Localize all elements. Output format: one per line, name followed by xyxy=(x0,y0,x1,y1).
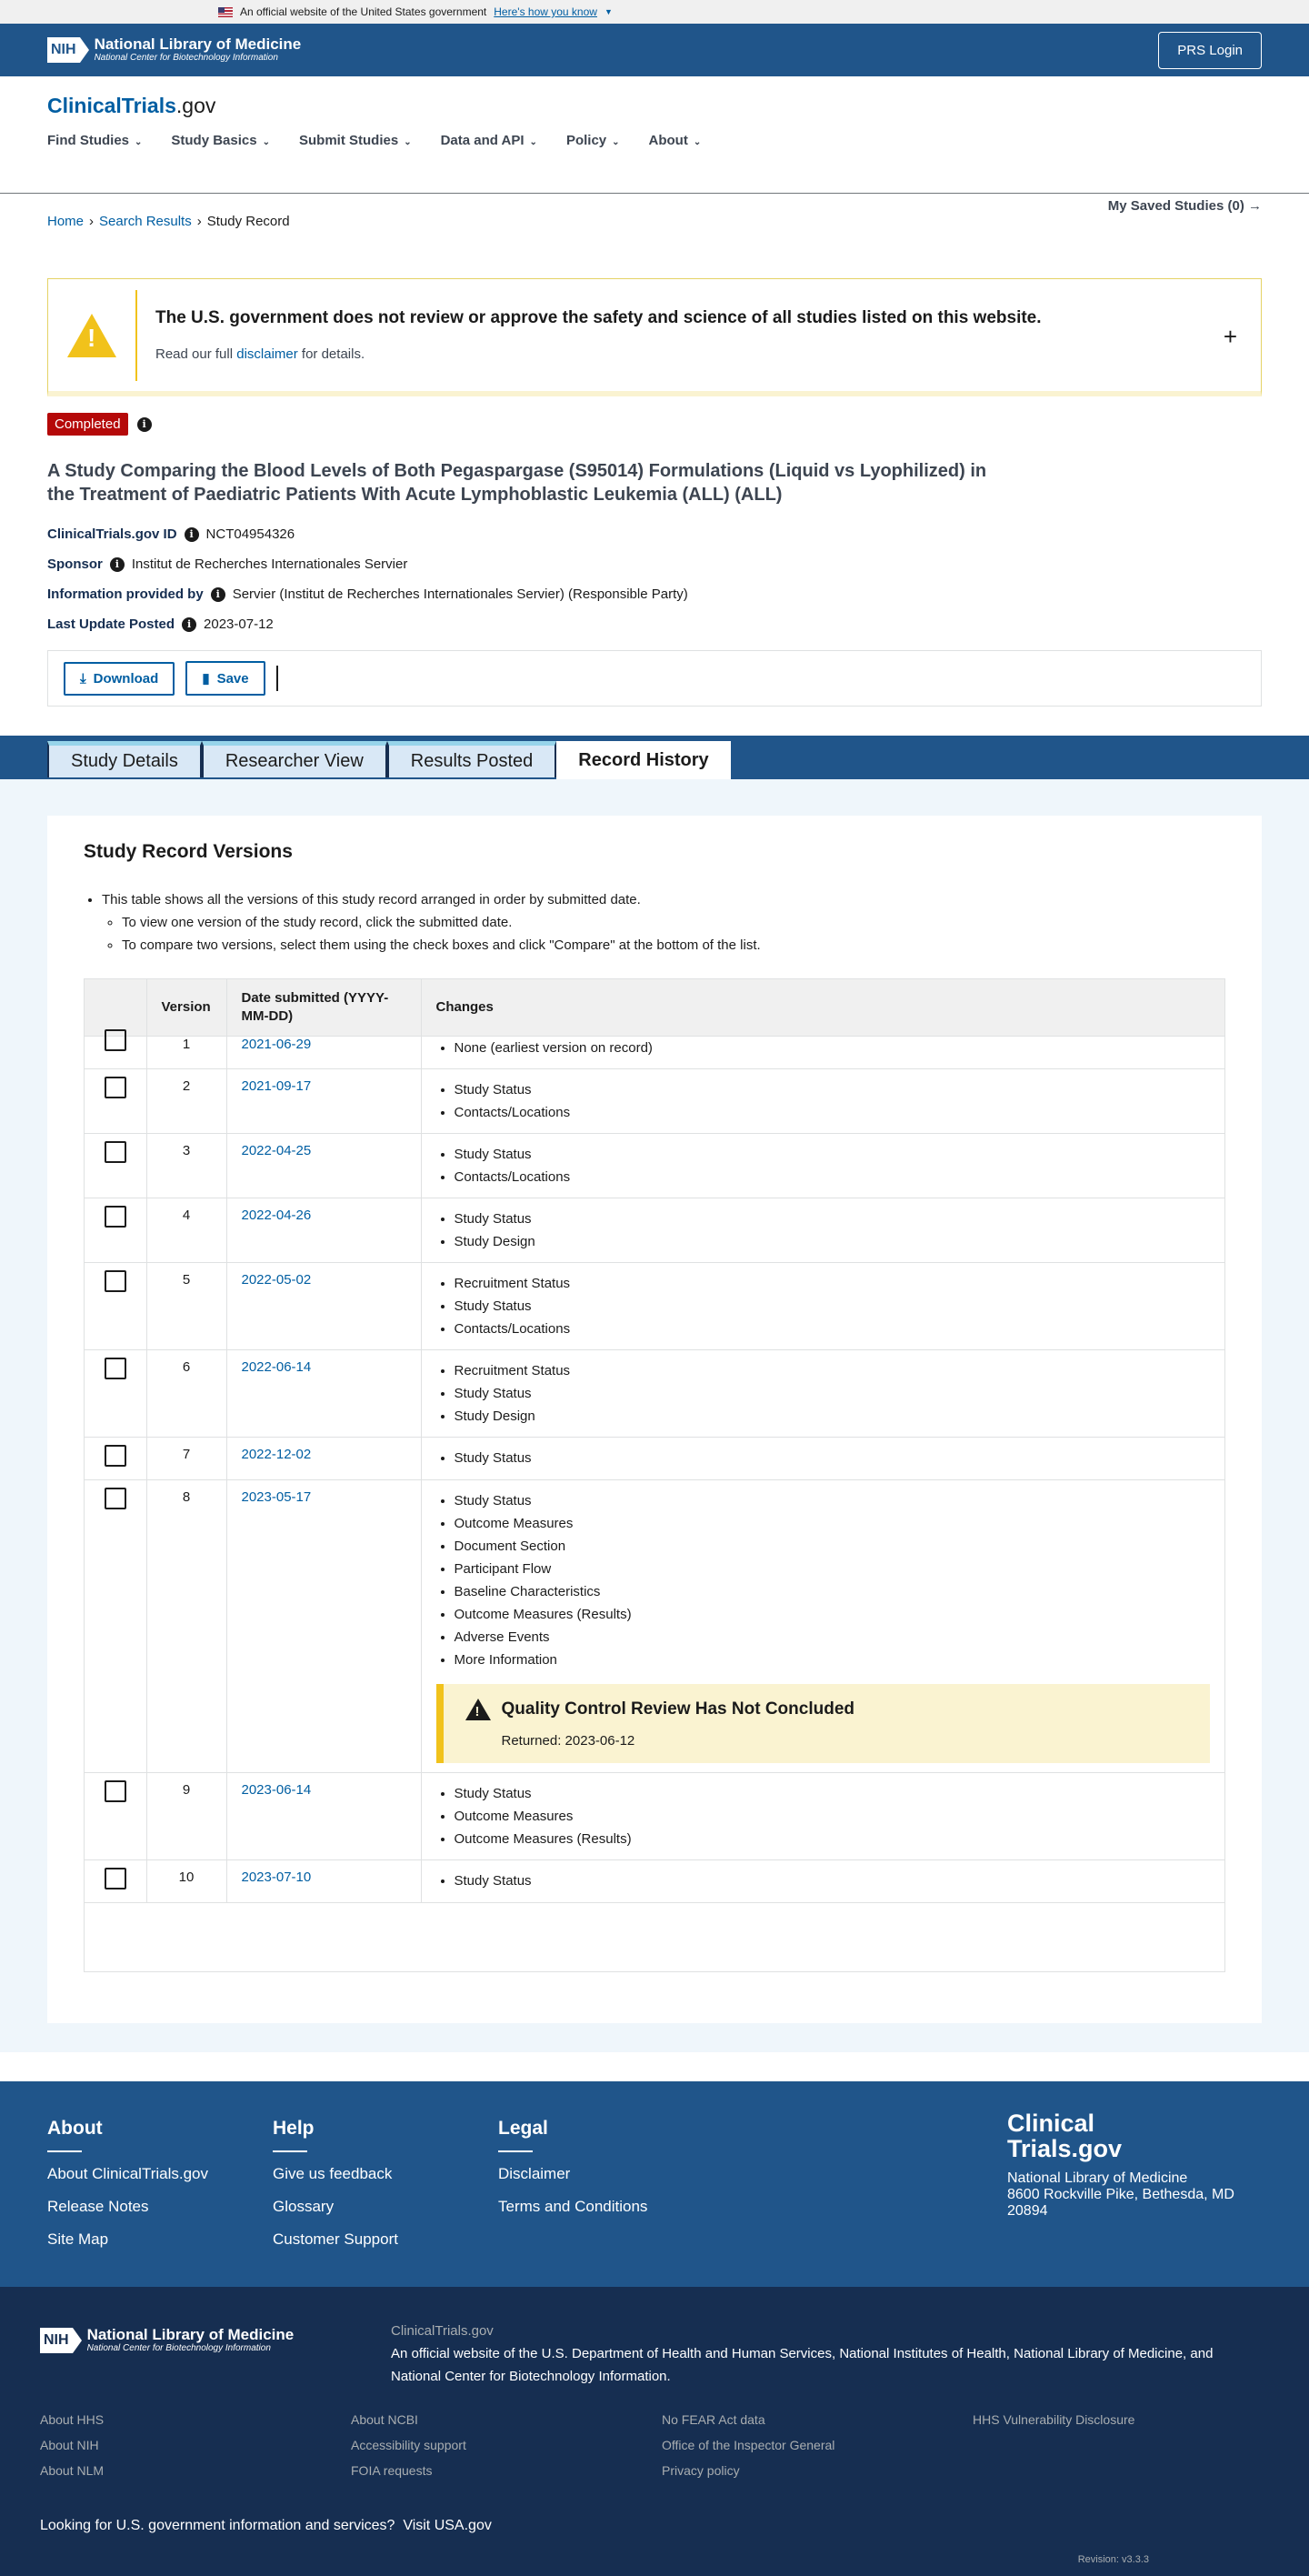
list-item: • Study Status xyxy=(455,1382,1211,1405)
date-header: Date submitted (YYYY-MM-DD) xyxy=(226,979,421,1036)
expand-plus-icon[interactable]: + xyxy=(1223,323,1237,350)
list-item: • Study Design xyxy=(455,1230,1211,1253)
table-row xyxy=(85,1437,1224,1479)
info-icon[interactable]: i xyxy=(137,417,152,432)
table-row xyxy=(85,1198,1224,1262)
list-item: • Study Status xyxy=(455,1208,1211,1230)
version-date-link[interactable]: 2021-09-17 xyxy=(241,1078,312,1094)
footer-nih-logo[interactable]: NIH National Library of Medicine National Center for Biotechnology Information xyxy=(40,2327,294,2354)
list-item: • Outcome Measures (Results) xyxy=(455,1828,1211,1850)
status-row xyxy=(47,413,1262,436)
footer-bottom-link[interactable]: HHS Vulnerability Disclosure xyxy=(973,2412,1135,2427)
last-update-label: Last Update Posted xyxy=(47,616,175,632)
footer-links xyxy=(40,2412,1245,2478)
download-button[interactable]: ⤓ Download xyxy=(64,662,175,696)
version-number: 7 xyxy=(146,1437,226,1479)
alert-title: The U.S. government does not review or approve the safety and science of all studies listed on this website. xyxy=(155,308,1042,327)
info-provided-label: Information provided by xyxy=(47,586,204,602)
prs-login-button[interactable]: PRS Login xyxy=(1158,32,1262,69)
version-checkbox[interactable] xyxy=(105,1029,126,1051)
ncbi-subtitle: National Center for Biotechnology Information xyxy=(94,53,278,63)
gov-banner-text: An official website of the United States government xyxy=(240,5,487,18)
changes-list xyxy=(436,1447,1211,1469)
info-icon[interactable]: i xyxy=(185,527,199,542)
footer-bottom-link[interactable]: Accessibility support xyxy=(351,2438,466,2452)
id-value: NCT04954326 xyxy=(205,526,295,542)
table-footer xyxy=(85,1902,1224,1971)
footer-address: National Library of Medicine 8600 Rockville Pike, Bethesda, MD 20894 xyxy=(1007,2170,1234,2219)
footer-bottom-link[interactable]: No FEAR Act data xyxy=(662,2412,765,2427)
version-date-link[interactable]: 2022-12-02 xyxy=(241,1446,312,1462)
version-number: 1 xyxy=(146,1036,226,1068)
changes-list xyxy=(436,1078,1211,1124)
my-saved-studies-link[interactable] xyxy=(1108,198,1262,214)
list-item: • Contacts/Locations xyxy=(455,1101,1211,1124)
footer-top xyxy=(0,2081,1309,2287)
version-date-link[interactable]: 2023-05-17 xyxy=(241,1488,312,1505)
logo-suffix: .gov xyxy=(175,94,216,117)
version-checkbox[interactable] xyxy=(105,1780,126,1802)
footer-bottom xyxy=(0,2287,1309,2576)
version-date-link[interactable]: 2022-05-02 xyxy=(241,1271,312,1288)
footer-bottom-link[interactable]: About NIH xyxy=(40,2438,99,2452)
list-item: • Contacts/Locations xyxy=(455,1318,1211,1340)
changes-list xyxy=(436,1208,1211,1253)
list-item: • Outcome Measures xyxy=(455,1512,1211,1535)
us-flag-icon xyxy=(218,7,233,17)
version-checkbox[interactable] xyxy=(105,1077,126,1098)
version-date-link[interactable]: 2021-06-29 xyxy=(241,1036,312,1052)
version-number: 9 xyxy=(146,1772,226,1859)
footer-about-heading: About xyxy=(47,2118,103,2139)
nih-logo[interactable] xyxy=(47,36,301,64)
changes-header: Changes xyxy=(421,979,1224,1036)
version-checkbox[interactable] xyxy=(105,1445,126,1467)
saved-studies-label: My Saved Studies (0) xyxy=(1107,198,1244,214)
revision: Revision: v3.3.3 xyxy=(1077,2554,1149,2565)
footer-official-link[interactable]: U.S. Department of Health and Human Services xyxy=(541,2346,832,2361)
footer-official-link[interactable]: National Library of Medicine xyxy=(1014,2346,1184,2361)
changes-list xyxy=(436,1037,1211,1059)
table-row xyxy=(85,1349,1224,1437)
version-number: 8 xyxy=(146,1479,226,1772)
footer-link[interactable]: Customer Support xyxy=(273,2230,398,2248)
version-number: 3 xyxy=(146,1133,226,1198)
table-row xyxy=(85,1068,1224,1133)
changes-list xyxy=(436,1869,1211,1892)
version-number: 10 xyxy=(146,1859,226,1902)
table-row xyxy=(85,1133,1224,1198)
chevron-down-icon: ⌄ xyxy=(529,137,537,147)
footer-link[interactable]: Terms and Conditions xyxy=(498,2198,648,2215)
versions-card xyxy=(47,816,1262,2023)
footer-legal-heading: Legal xyxy=(498,2118,548,2139)
nih-header xyxy=(0,24,1309,76)
list-item: • None (earliest version on record) xyxy=(455,1037,1211,1059)
visit-usa-link[interactable]: Visit USA.gov xyxy=(403,2518,492,2533)
nlm-title: National Library of Medicine xyxy=(94,35,302,53)
version-checkbox[interactable] xyxy=(105,1206,126,1228)
chevron-down-icon: ⌄ xyxy=(693,137,702,147)
table-row xyxy=(85,1036,1224,1068)
nav-find-studies[interactable]: Find Studies ⌄ xyxy=(47,133,143,148)
list-item: • Adverse Events xyxy=(455,1626,1211,1649)
version-checkbox[interactable] xyxy=(105,1270,126,1292)
chevron-right-icon: › xyxy=(196,214,202,229)
footer-link[interactable]: About ClinicalTrials.gov xyxy=(47,2165,208,2182)
version-date-link[interactable]: 2022-06-14 xyxy=(241,1358,312,1375)
changes-list xyxy=(436,1143,1211,1188)
version-checkbox[interactable] xyxy=(105,1868,126,1889)
footer-bottom-link[interactable]: About HHS xyxy=(40,2412,105,2427)
footer-link[interactable]: Disclaimer xyxy=(498,2165,571,2182)
chevron-down-icon: ⌄ xyxy=(612,137,620,147)
study-meta xyxy=(47,526,1262,632)
info-icon[interactable]: i xyxy=(182,617,196,632)
disclaimer-alert xyxy=(47,278,1262,396)
chevron-right-icon: › xyxy=(89,214,95,229)
info-provided-value: Servier (Institut de Recherches Internationales Servier) (Responsible Party) xyxy=(232,586,688,602)
id-label: ClinicalTrials.gov ID xyxy=(47,526,177,542)
save-button[interactable]: ▮ Save xyxy=(185,661,265,696)
list-item: • Participant Flow xyxy=(455,1558,1211,1580)
chevron-down-icon: ⌄ xyxy=(135,137,143,147)
info-icon[interactable]: i xyxy=(211,587,225,602)
version-checkbox[interactable] xyxy=(105,1488,126,1509)
list-item: • Study Status xyxy=(455,1489,1211,1512)
list-item: • Study Status xyxy=(455,1447,1211,1469)
nav-data-and-api[interactable]: Data and API ⌄ xyxy=(440,133,537,148)
logo-main: ClinicalTrials xyxy=(47,94,176,117)
list-item: • Baseline Characteristics xyxy=(455,1580,1211,1603)
last-update-value: 2023-07-12 xyxy=(204,616,274,632)
table-row xyxy=(85,1479,1224,1772)
divider xyxy=(276,666,278,691)
qc-returned: Returned: 2023-06-12 xyxy=(501,1732,635,1749)
version-number: 5 xyxy=(146,1262,226,1349)
changes-list xyxy=(436,1782,1211,1850)
breadcrumb-search-results[interactable]: Search Results xyxy=(99,214,192,229)
footer-official-link[interactable]: National Center for Biotechnology Information xyxy=(391,2369,667,2384)
warning-icon: ! xyxy=(465,1699,491,1720)
tab-researcher-view[interactable]: Researcher View xyxy=(202,741,387,777)
list-item: • Study Status xyxy=(455,1295,1211,1318)
versions-instructions: • This table shows all the versions of this study record arranged in order by submitted date. ◦ To view one version of the study record, click the submitted date. ◦ To compare two versions, select them using the check boxes and click "Compare" at the bottom of the list. xyxy=(84,888,1225,957)
breadcrumb-home[interactable]: Home xyxy=(47,214,85,229)
tab-bar xyxy=(0,736,1309,779)
footer-bottom-link[interactable]: FOIA requests xyxy=(351,2463,433,2478)
select-header xyxy=(85,979,146,1036)
list-item: • Recruitment Status xyxy=(455,1359,1211,1382)
version-number: 6 xyxy=(146,1349,226,1437)
qc-title: Quality Control Review Has Not Concluded xyxy=(501,1699,854,1719)
nav-study-basics[interactable]: Study Basics ⌄ xyxy=(171,133,270,148)
list-item: • Study Design xyxy=(455,1405,1211,1428)
footer-link[interactable]: Glossary xyxy=(273,2198,335,2215)
tab-study-details[interactable]: Study Details xyxy=(47,741,202,777)
chevron-down-icon: ⌄ xyxy=(404,137,412,147)
list-item: • Study Status xyxy=(455,1078,1211,1101)
table-row xyxy=(85,1262,1224,1349)
footer-bottom-link[interactable]: Office of the Inspector General xyxy=(662,2438,835,2452)
nav-about[interactable]: About ⌄ xyxy=(648,133,702,148)
breadcrumb-current: Study Record xyxy=(206,214,290,229)
nav-policy[interactable]: Policy ⌄ xyxy=(565,133,620,148)
main-nav xyxy=(47,133,1262,148)
version-checkbox[interactable] xyxy=(105,1141,126,1163)
changes-list xyxy=(436,1272,1211,1340)
version-date-link[interactable]: 2023-07-10 xyxy=(241,1869,312,1885)
footer-ct-logo[interactable]: Clinical Trials.gov xyxy=(1007,2110,1123,2162)
list-item: • Study Status xyxy=(455,1782,1211,1805)
footer-about xyxy=(47,2118,208,2263)
heres-how-you-know-link[interactable]: Here's how you know xyxy=(494,5,597,18)
breadcrumb xyxy=(0,214,1309,229)
list-item: • More Information xyxy=(455,1649,1211,1671)
tab-record-history[interactable]: Record History xyxy=(556,741,730,779)
tab-results-posted[interactable]: Results Posted xyxy=(387,741,557,777)
study-title: A Study Comparing the Blood Levels of Both Pegaspargase (S95014) Formulations (Liquid vs Lyophilized) in the Treatment of Paediatric Patients With Acute Lymphoblastic Leukemia (ALL) (ALL) xyxy=(47,461,987,505)
list-item: • Study Status xyxy=(455,1143,1211,1166)
version-number: 4 xyxy=(146,1198,226,1262)
footer-link[interactable]: Release Notes xyxy=(47,2198,149,2215)
list-item: • Outcome Measures (Results) xyxy=(455,1603,1211,1626)
instruction-item: ◦ To view one version of the study record, click the submitted date. xyxy=(122,911,1225,934)
chevron-down-icon: ⌄ xyxy=(262,137,270,147)
version-date-link[interactable]: 2022-04-25 xyxy=(241,1142,312,1158)
version-number: 2 xyxy=(146,1068,226,1133)
footer-bottom-link[interactable]: About NLM xyxy=(40,2463,105,2478)
versions-heading: Study Record Versions xyxy=(84,841,293,862)
download-icon: ⤓ xyxy=(80,670,86,687)
warning-icon: ! xyxy=(67,314,116,357)
footer-link[interactable]: Give us feedback xyxy=(273,2165,393,2182)
footer-official: ClinicalTrials.gov An official website of the U.S. Department of Health and Human Services, National Institutes of Health, National Library of Medicine, and National Center for Biotechnology Information. xyxy=(391,2323,1214,2384)
site-header xyxy=(0,76,1309,214)
list-item: • Contacts/Locations xyxy=(455,1166,1211,1188)
gov-banner xyxy=(0,0,1309,24)
sponsor-label: Sponsor xyxy=(47,556,103,572)
footer-help-heading: Help xyxy=(273,2118,315,2139)
disclaimer-link[interactable]: disclaimer xyxy=(236,346,298,362)
version-date-link[interactable]: 2022-04-26 xyxy=(241,1207,312,1223)
chevron-down-icon: ▼ xyxy=(604,7,613,16)
status-badge: Completed xyxy=(47,413,128,436)
footer-help xyxy=(273,2118,398,2263)
action-bar xyxy=(47,650,1262,707)
nav-submit-studies[interactable]: Submit Studies ⌄ xyxy=(299,133,412,148)
table-row xyxy=(85,1859,1224,1902)
nih-abbr: NIH xyxy=(47,37,80,63)
list-item: • Document Section xyxy=(455,1535,1211,1558)
footer-legal xyxy=(498,2118,647,2230)
instruction-item: ◦ To compare two versions, select them using the check boxes and click "Compare" at the bottom of the list. xyxy=(122,934,1225,957)
changes-list xyxy=(436,1359,1211,1428)
footer-official-link[interactable]: National Institutes of Health xyxy=(839,2346,1006,2361)
clinicaltrials-logo[interactable] xyxy=(47,76,1262,118)
table-row xyxy=(85,1772,1224,1859)
list-item: • Recruitment Status xyxy=(455,1272,1211,1295)
version-checkbox[interactable] xyxy=(105,1358,126,1379)
sponsor-value: Institut de Recherches Internationales Servier xyxy=(131,556,408,572)
qc-alert xyxy=(436,1684,1211,1763)
alert-text: Read our full disclaimer for details. xyxy=(155,346,365,362)
version-date-link[interactable]: 2023-06-14 xyxy=(241,1781,312,1798)
versions-table xyxy=(84,978,1225,1972)
version-header: Version xyxy=(146,979,226,1036)
arrow-right-icon: → xyxy=(1248,198,1262,214)
footer-link[interactable]: Site Map xyxy=(47,2230,109,2248)
usa-gov: Looking for U.S. government information and services? Visit USA.gov xyxy=(40,2518,492,2533)
changes-list xyxy=(436,1489,1211,1671)
footer-bottom-link[interactable]: About NCBI xyxy=(351,2412,418,2427)
list-item: • Outcome Measures xyxy=(455,1805,1211,1828)
info-icon[interactable]: i xyxy=(110,557,125,572)
footer-bottom-link[interactable]: Privacy policy xyxy=(662,2463,740,2478)
bookmark-icon: ▮ xyxy=(202,671,210,687)
list-item: • Study Status xyxy=(455,1869,1211,1892)
record-history-section xyxy=(0,779,1309,2052)
